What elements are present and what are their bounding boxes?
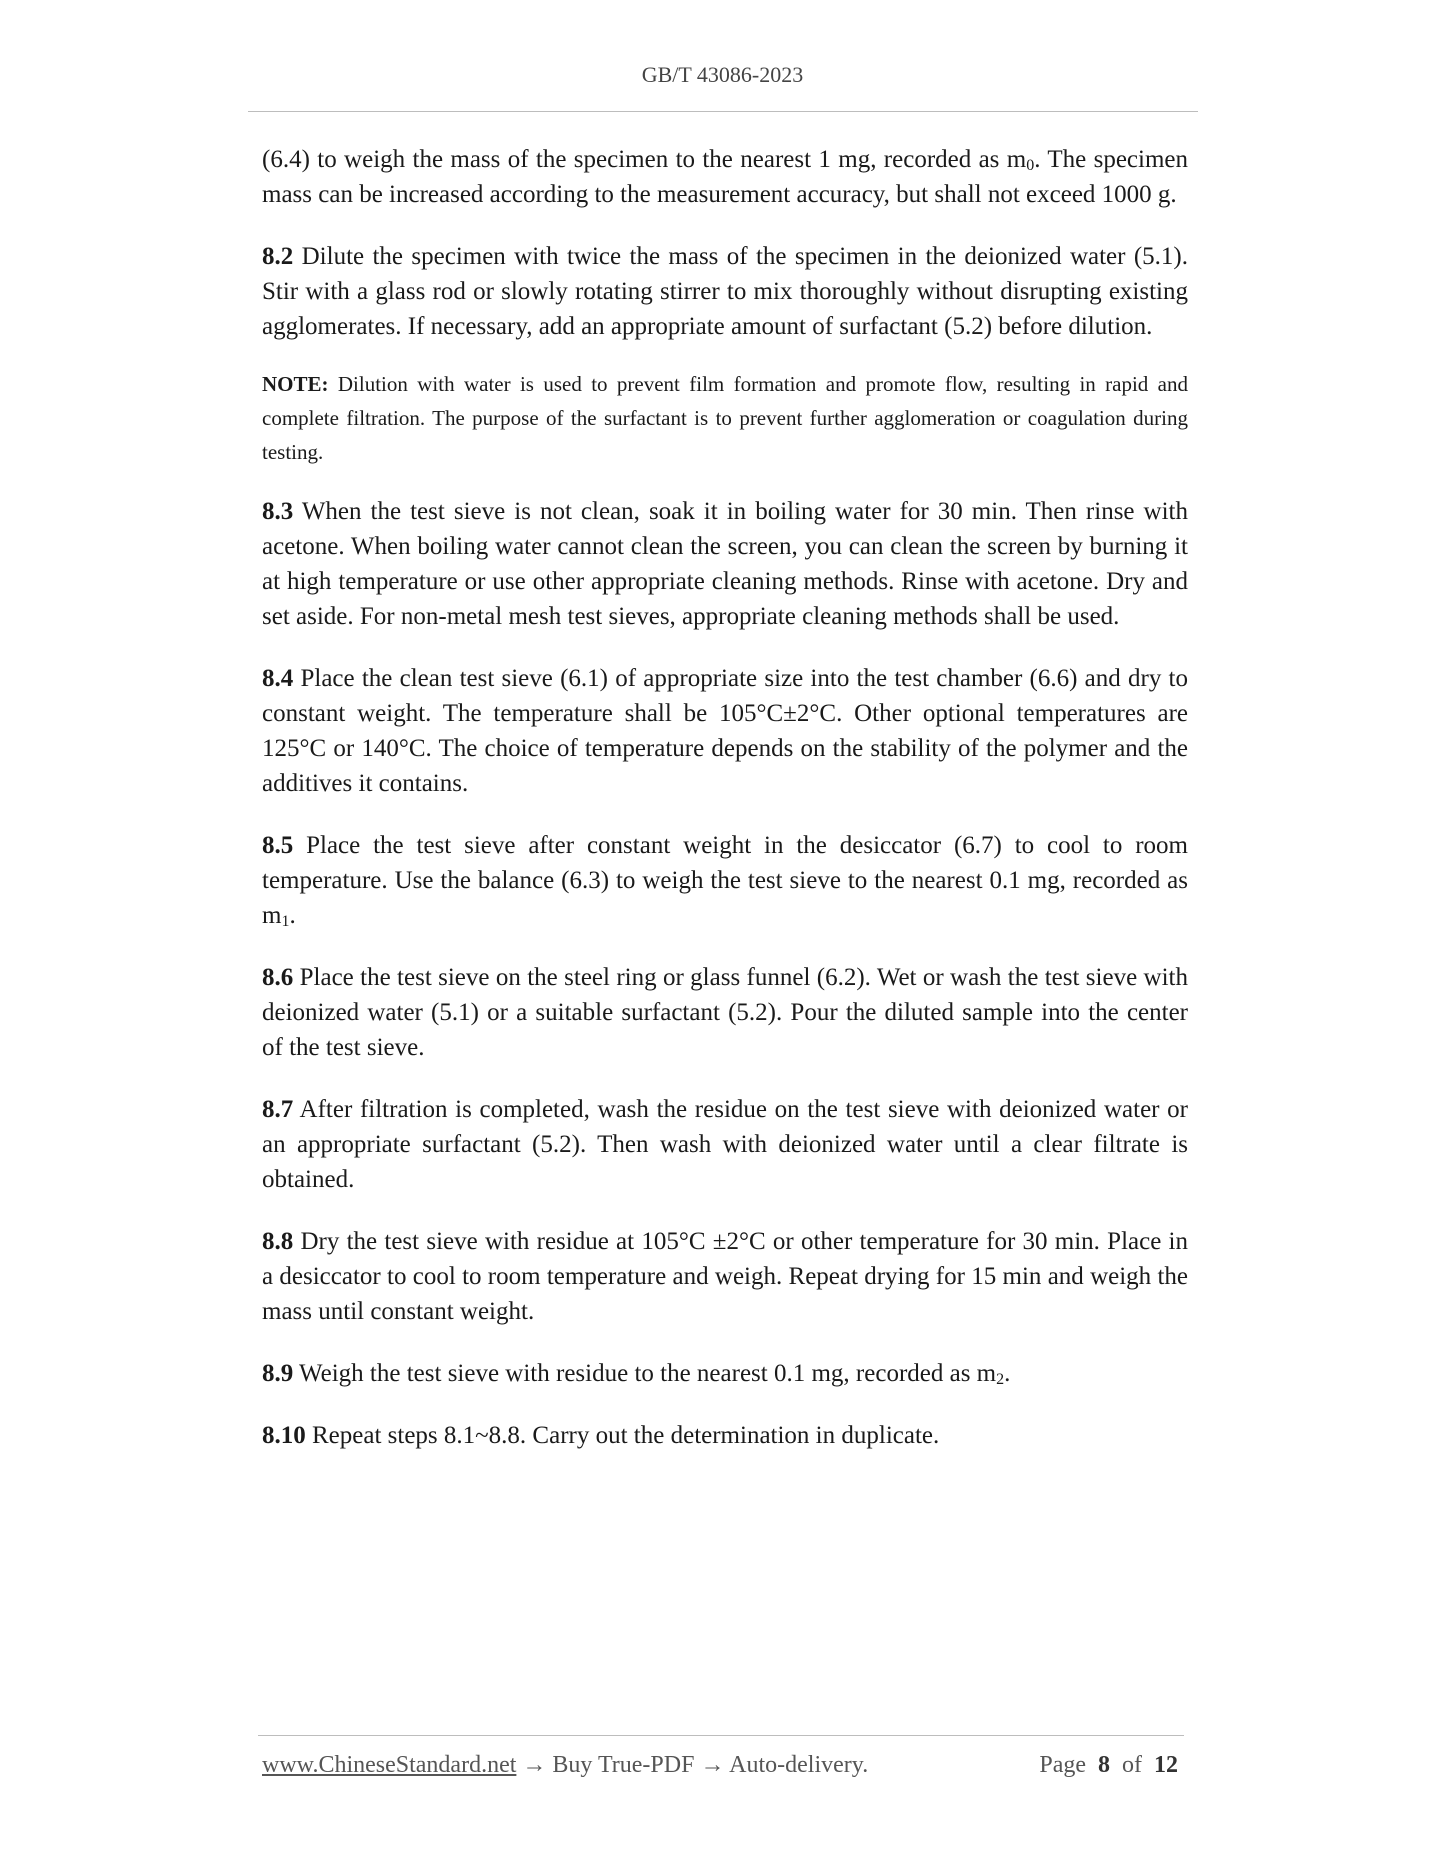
section-text-b: . bbox=[1004, 1360, 1011, 1387]
section-8-2 bbox=[262, 239, 1188, 344]
section-text: When the test sieve is not clean, soak it in boiling water for 30 min. Then rinse with acetone. When boiling water cannot clean the screen, you can clean the screen by burning it at high temperature or use other appropriate cleaning methods. Rinse with acetone. Dry and set aside. For non-metal mesh test sieves, appropriate cleaning methods shall be used. bbox=[262, 498, 1188, 630]
footer bbox=[262, 1752, 1178, 1779]
header-divider bbox=[248, 111, 1198, 112]
note-paragraph bbox=[262, 367, 1188, 469]
section-text-a: Weigh the test sieve with residue to the nearest 0.1 mg, recorded as m bbox=[293, 1360, 997, 1387]
section-8-7 bbox=[262, 1092, 1188, 1197]
section-number: 8.9 bbox=[262, 1360, 294, 1387]
section-number: 8.7 bbox=[262, 1096, 294, 1123]
section-text: Place the test sieve on the steel ring or glass funnel (6.2). Wet or wash the test sieve with deionized water (5.1) or a suitable surfactant (5.2). Pour the diluted sample into the center of the test sieve. bbox=[262, 964, 1188, 1061]
section-text: Place the clean test sieve (6.1) of appropriate size into the test chamber (6.6) and dry to constant weight. The temperature shall be 105°C±2°C. Other optional temperatures are 125°C or 140°C. The choice of temperature depends on the stability of the polymer and the additives it contains. bbox=[262, 665, 1188, 797]
buy-true-pdf-link[interactable]: Buy True-PDF bbox=[552, 1752, 695, 1778]
intro-text-b: . The specimen mass can be increased according to the measurement accuracy, but shall not exceed 1000 g. bbox=[262, 146, 1188, 208]
header-title: GB/T 43086-2023 bbox=[641, 62, 804, 87]
section-text-a: Place the test sieve after constant weight in the desiccator (6.7) to cool to room temperature. Use the balance (6.3) to weigh the test sieve to the nearest 0.1 mg, recorded as m bbox=[262, 832, 1188, 929]
intro-subscript: 0 bbox=[1026, 157, 1035, 174]
section-8-9 bbox=[262, 1356, 1188, 1391]
section-number: 8.2 bbox=[262, 243, 294, 270]
section-number: 8.6 bbox=[262, 964, 294, 991]
section-8-4 bbox=[262, 661, 1188, 801]
section-text: After filtration is completed, wash the residue on the test sieve with deionized water or an appropriate surfactant (5.2). Then wash with deionized water until a clear filtrate is obtained. bbox=[262, 1096, 1188, 1193]
page-total: 12 bbox=[1154, 1752, 1178, 1778]
section-number: 8.3 bbox=[262, 498, 294, 525]
footer-divider bbox=[258, 1735, 1184, 1736]
auto-delivery-text: Auto-delivery. bbox=[729, 1752, 869, 1778]
section-subscript: 2 bbox=[996, 1371, 1005, 1388]
footer-left bbox=[262, 1752, 868, 1779]
page-label: Page bbox=[1039, 1752, 1086, 1778]
of-label: of bbox=[1122, 1752, 1142, 1778]
note-label: NOTE: bbox=[262, 372, 329, 396]
intro-paragraph bbox=[262, 142, 1188, 212]
section-text: Dilute the specimen with twice the mass of the specimen in the deionized water (5.1). Stir with a glass rod or slowly rotating stirrer to mix thoroughly without disrupting existing agglomerates. If necessary, add an appropriate amount of surfactant (5.2) before dilution. bbox=[262, 243, 1188, 340]
section-8-6 bbox=[262, 960, 1188, 1065]
section-subscript: 1 bbox=[281, 913, 290, 930]
site-link[interactable]: www.ChineseStandard.net bbox=[262, 1752, 517, 1778]
section-text: Repeat steps 8.1~8.8. Carry out the determination in duplicate. bbox=[305, 1422, 940, 1449]
section-8-10 bbox=[262, 1418, 1188, 1453]
page-indicator bbox=[1039, 1752, 1178, 1779]
section-text: Dry the test sieve with residue at 105°C ±2°C or other temperature for 30 min. Place in a desiccator to cool to room temperature and weigh. Repeat drying for 15 min and weigh the mass until constant weight. bbox=[262, 1228, 1188, 1325]
section-number: 8.5 bbox=[262, 832, 294, 859]
section-text-b: . bbox=[289, 902, 296, 929]
note-text: Dilution with water is used to prevent film formation and promote flow, resulting in rapid and complete filtration. The purpose of the surfactant is to prevent further agglomeration or coagulation during testing. bbox=[262, 372, 1188, 464]
page-number: 8 bbox=[1098, 1752, 1110, 1778]
section-number: 8.10 bbox=[262, 1422, 306, 1449]
section-8-3 bbox=[262, 494, 1188, 634]
document-body bbox=[262, 142, 1188, 1480]
section-8-5 bbox=[262, 828, 1188, 933]
section-8-8 bbox=[262, 1224, 1188, 1329]
arrow-right-icon: → bbox=[700, 1752, 725, 1778]
section-number: 8.4 bbox=[262, 665, 294, 692]
section-number: 8.8 bbox=[262, 1228, 294, 1255]
arrow-right-icon: → bbox=[522, 1752, 547, 1778]
intro-text-a: (6.4) to weigh the mass of the specimen to the nearest 1 mg, recorded as m bbox=[262, 146, 1027, 173]
